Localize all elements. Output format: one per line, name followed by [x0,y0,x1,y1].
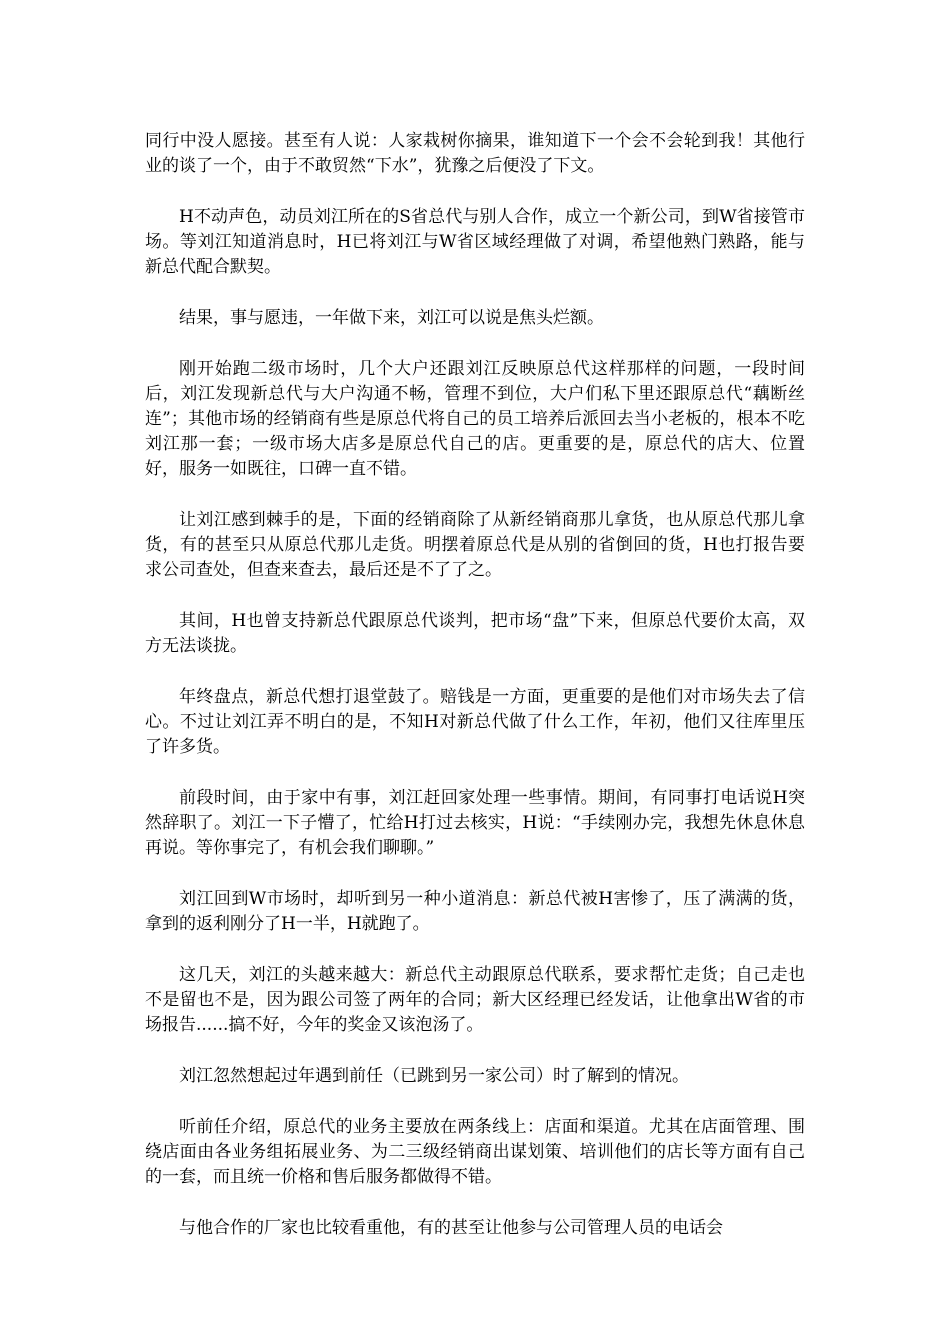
paragraph: 结果，事与愿违，一年做下来，刘江可以说是焦头烂额。 [179,308,604,328]
paragraph: 前段时间，由于家中有事，刘江赶回家处理一些事情。期间，有同事打电话说H突然辞职了。刘江一下子懵了，忙给H打过去核实，H说：“手续刚办完，我想先休息休息再说。等你事完了，有机会我们聊聊。” [145,788,805,858]
paragraph: 刘江回到W市场时，却听到另一种小道消息：新总代被H害惨了，压了满满的货，拿到的返利刚分了H一半，H就跑了。 [145,889,805,934]
paragraph: 年终盘点，新总代想打退堂鼓了。赔钱是一方面，更重要的是他们对市场失去了信心。不过让刘江弄不明白的是，不知H对新总代做了什么工作，年初，他们又往库里压了许多货。 [145,687,805,757]
paragraph: 其间，H也曾支持新总代跟原总代谈判，把市场“盘”下来，但原总代要价太高，双方无法谈拢。 [145,611,805,656]
paragraph: 听前任介绍，原总代的业务主要放在两条线上：店面和渠道。尤其在店面管理、围绕店面由各业务组拓展业务、为二三级经销商出谋划策、培训他们的店长等方面有自己的一套，而且统一价格和售后服务都做得不错。 [145,1117,805,1187]
paragraph: H不动声色，动员刘江所在的S省总代与别人合作，成立一个新公司，到W省接管市场。等刘江知道消息时，H已将刘江与W省区域经理做了对调，希望他熟门熟路，能与新总代配合默契。 [145,207,805,277]
paragraph: 刚开始跑二级市场时，几个大户还跟刘江反映原总代这样那样的问题，一段时间后，刘江发现新总代与大户沟通不畅，管理不到位，大户们私下里还跟原总代“藕断丝连”；其他市场的经销商有些是原总代将自己的员工培养后派回去当小老板的，根本不吃刘江那一套；一级市场大店多是原总代自己的店。更重要的是，原总代的店大、位置好，服务一如既往，口碑一直不错。 [145,359,805,479]
paragraph: 与他合作的厂家也比较看重他，有的甚至让他参与公司管理人员的电话会 [179,1218,723,1238]
paragraph: 这几天，刘江的头越来越大：新总代主动跟原总代联系，要求帮忙走货；自己走也不是留也不是，因为跟公司签了两年的合同；新大区经理已经发话，让他拿出W省的市场报告......搞不好，今年的奖金又该泡汤了。 [145,965,805,1035]
paragraph: 同行中没人愿接。甚至有人说：人家栽树你摘果，谁知道下一个会不会轮到我！其他行业的谈了一个，由于不敢贸然“下水”，犹豫之后便没了下文。 [145,131,805,176]
document-body [145,129,805,1241]
paragraph: 刘江忽然想起过年遇到前任（已跳到另一家公司）时了解到的情况。 [179,1066,689,1086]
paragraph: 让刘江感到棘手的是，下面的经销商除了从新经销商那儿拿货，也从原总代那儿拿货，有的甚至只从原总代那儿走货。明摆着原总代是从别的省倒回的货，H也打报告要求公司查处，但查来查去，最后还是不了了之。 [145,510,805,580]
